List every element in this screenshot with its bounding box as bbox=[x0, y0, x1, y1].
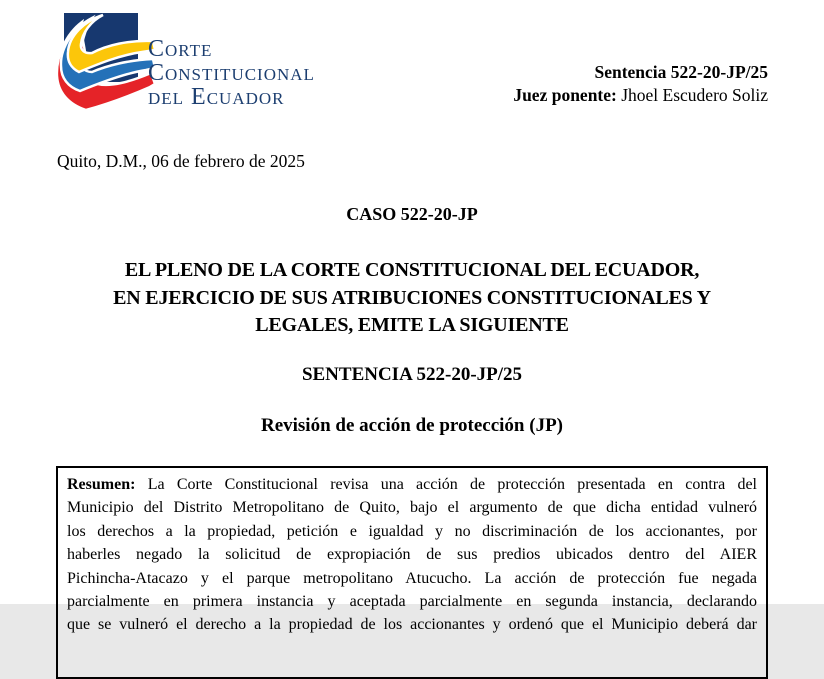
pleno-heading-line-1: EL PLENO DE LA CORTE CONSTITUCIONAL DEL ECUADOR, bbox=[124, 259, 700, 281]
header-right-block bbox=[513, 61, 768, 107]
sentencia-number: Sentencia 522-20-JP/25 bbox=[594, 62, 768, 82]
resumen-line: que se vulneró el derecho a la propiedad de los accionantes y ordenó que el Municipio deberá dar bbox=[67, 616, 757, 634]
wordmark-line-del-ecuador: del Ecuador bbox=[148, 84, 285, 110]
pleno-heading-line-2: EN EJERCICIO DE SUS ATRIBUCIONES CONSTITUCIONALES Y bbox=[113, 286, 711, 309]
resumen-line: los derechos a la propiedad, petición e igualdad y no discriminación de los accionantes, por bbox=[67, 522, 757, 540]
date-line: Quito, D.M., 06 de febrero de 2025 bbox=[57, 151, 305, 171]
case-number-heading: CASO 522-20-JP bbox=[346, 204, 478, 224]
pleno-heading bbox=[0, 257, 824, 340]
case-type-title: Revisión de acción de protección (JP) bbox=[260, 415, 564, 436]
resumen-line: Pichincha-Atacazo y el parque metropolitano Atucucho. La acción de protección fue negada bbox=[67, 569, 757, 587]
pleno-heading-line-3: LEGALES, EMITE LA SIGUIENTE bbox=[255, 314, 569, 336]
resumen-line bbox=[67, 473, 757, 496]
juez-ponente-line bbox=[513, 84, 768, 107]
resumen-line: haberles negado la solicitud de expropiación de sus predios ubicados dentro del AIER bbox=[67, 546, 757, 564]
resumen-line-text: La Corte Constitucional revisa una acción de protección presentada en contra del bbox=[147, 476, 757, 493]
wordmark-line-corte: Corte bbox=[148, 36, 213, 62]
court-wordmark bbox=[148, 10, 315, 114]
resumen-line: Municipio del Distrito Metropolitano de Quito, bajo el argumento de que dicha entidad vulneró bbox=[67, 499, 757, 517]
resumen-box bbox=[56, 466, 768, 679]
resumen-line: parcialmente en primera instancia y aceptada parcialmente en segunda instancia, declarando bbox=[67, 593, 757, 611]
court-logo-mark-icon bbox=[56, 10, 156, 114]
court-logo bbox=[56, 10, 315, 114]
juez-ponente-label: Juez ponente: bbox=[513, 85, 617, 105]
resumen-label: Resumen: bbox=[67, 476, 136, 493]
juez-ponente-name: Jhoel Escudero Soliz bbox=[621, 85, 768, 105]
sentencia-title: SENTENCIA 522-20-JP/25 bbox=[301, 364, 523, 385]
wordmark-line-constitucional: Constitucional bbox=[148, 60, 315, 86]
